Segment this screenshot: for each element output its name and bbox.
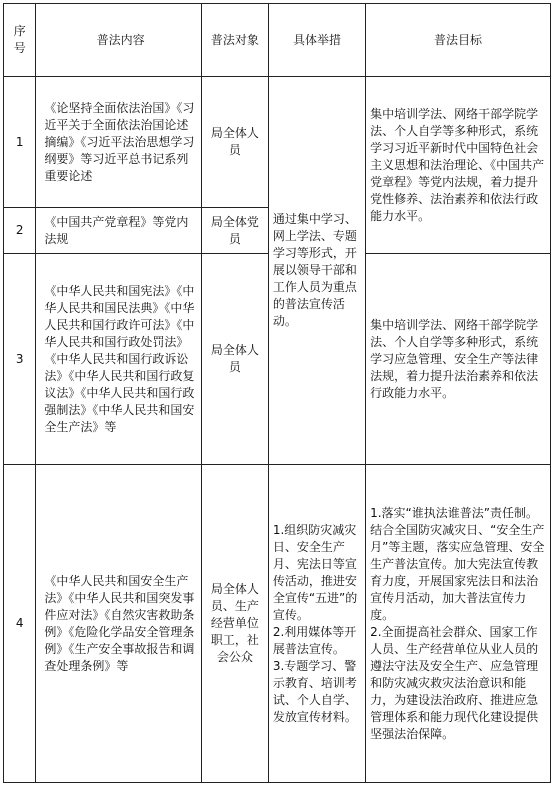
goal-cell: 集中培训学法、网络干部学院学法、个人自学等多种形式，系统学习应急管理、安全生产等法律法规，着力提升法治素养和依法行政能力水平。 [366,254,551,465]
row-serial: 1 [4,77,36,208]
legal-publicity-plan-table [3,3,551,783]
goal-cell [366,465,551,783]
row-content: 《论坚持全面依法治国》《习近平关于全面依法治国论述摘编》《习近平法治思想学习纲要》等习近平总书记系列重要论述 [36,77,201,208]
row-serial: 4 [4,465,36,783]
row-audience: 局全体人员 [201,254,268,465]
row-content: 《中华人民共和国宪法》《中华人民共和国民法典》《中华人民共和国行政许可法》《中华人民共和国行政处罚法》《中华人民共和国行政诉讼法》《中华人民共和国行政复议法》《中华人民共和国行政强制法》《中华人民共和国安全生产法》等 [36,254,201,465]
goal-cell: 集中培训学法、网络干部学院学法、个人自学等多种形式，系统学习习近平新时代中国特色社会主义思想和法治理论、《中国共产党章程》等党内法规，着力提升党性修养、法治素养和依法行政能力水平。 [366,77,551,254]
table-row [4,465,551,783]
row-audience: 局全体人员、生产经营单位职工，社会公众 [201,465,268,783]
header-serial: 序号 [4,4,36,77]
header-goal: 普法目标 [366,4,551,77]
measure-item: 2.利用媒体等开展普法宣传。 [272,624,357,656]
measure-item: 3.专题学习、警示教育、培训考试、个人自学、发放宣传材料。 [272,658,357,724]
row-content: 《中华人民共和国安全生产法》《中华人民共和国突发事件应对法》《自然灾害救助条例》《危险化学品安全管理条例》《生产安全事故报告和调查处理条例》等 [36,465,201,783]
row-audience: 局全体人员 [201,77,268,208]
header-audience: 普法对象 [201,4,268,77]
header-measures: 具体举措 [268,4,365,77]
table-header-row [4,4,551,77]
row-audience: 局全体党员 [201,208,268,254]
goal-item: 2.全面提高社会群众、国家工作人员、生产经营单位从业人员的遵法守法及安全生产、应急管理和防灾减灾救灾法治意识和能力，为建设法治政府、推进应急管理体系和能力现代化建设提供坚强法治保障。 [370,624,539,741]
measure-item: 1.组织防灾减灾日、安全生产月、宪法日等宣传活动，推进安全宣传“五进”的宣传。 [272,522,358,622]
row-content: 《中国共产党章程》等党内法规 [36,208,201,254]
measures-cell [268,465,365,783]
header-content: 普法内容 [36,4,201,77]
goal-item: 1.落实“谁执法谁普法”责任制。结合全国防灾减灾日、“安全生产月”等主题，落实应急管理、安全生产普法宣传。加大宪法宣传教育力度，开展国家宪法日和法治宣传月活动，加大普法宣传力度。 [370,505,545,622]
table-row [4,77,551,208]
measures-cell: 通过集中学习、网上学法、专题学习等形式，开展以领导干部和工作人员为重点的普法宣传活动。 [268,77,365,465]
row-serial: 3 [4,254,36,465]
row-serial: 2 [4,208,36,254]
